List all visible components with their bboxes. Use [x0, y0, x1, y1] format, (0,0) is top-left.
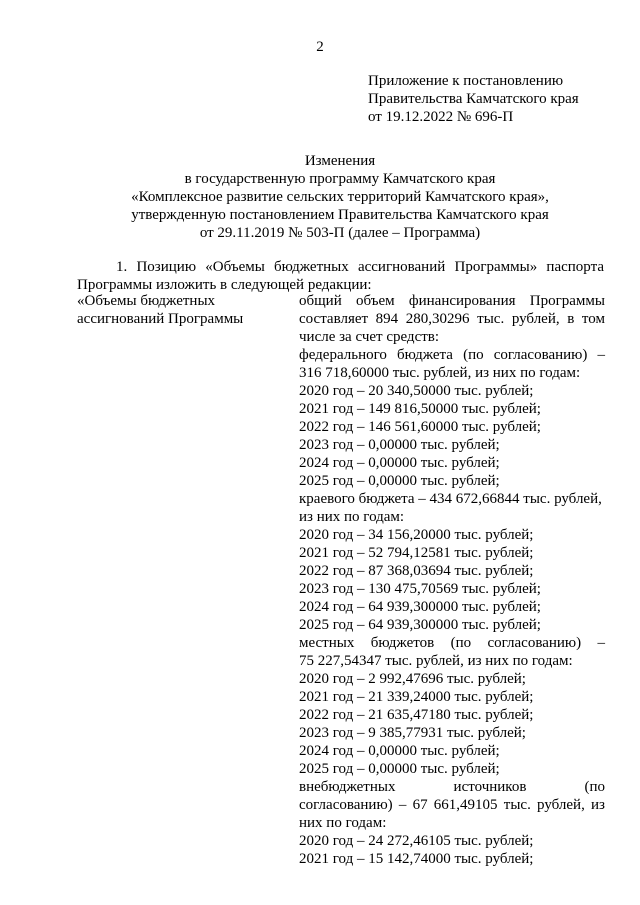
value-line: 2022 год – 21 635,47180 тыс. рублей; [299, 707, 534, 723]
item-1-line: 1. Позицию «Объемы бюджетных ассигнований Программы» паспорта [116, 259, 604, 275]
appendix-line: Приложение к постановлению [368, 73, 564, 89]
value-line: 2021 год – 52 794,12581 тыс. рублей; [299, 545, 534, 561]
value-line: 2020 год – 20 340,50000 тыс. рублей; [299, 383, 534, 399]
value-line: из них по годам: [299, 509, 405, 525]
value-line: них по годам: [299, 815, 387, 831]
value-line: 2022 год – 146 561,60000 тыс. рублей; [299, 419, 541, 435]
value-line: 2023 год – 9 385,77931 тыс. рублей; [299, 725, 526, 741]
value-line: 2024 год – 64 939,300000 тыс. рублей; [299, 599, 541, 615]
value-line: 2025 год – 0,00000 тыс. рублей; [299, 761, 500, 777]
item-1-line: Программы изложить в следующей редакции: [77, 277, 372, 293]
value-line: составляет 894 280,30296 тыс. рублей, в том [299, 311, 605, 327]
value-line: 2020 год – 24 272,46105 тыс. рублей; [299, 833, 534, 849]
value-line: 2024 год – 0,00000 тыс. рублей; [299, 743, 500, 759]
heading-line: от 29.11.2019 № 503-П (далее – Программа) [199, 225, 481, 241]
value-line: 2020 год – 34 156,20000 тыс. рублей; [299, 527, 534, 543]
heading-title: Изменения [304, 153, 376, 169]
value-line: местных бюджетов (по согласованию) – [299, 635, 605, 651]
value-line: 2021 год – 15 142,74000 тыс. рублей; [299, 851, 534, 867]
heading-line: утвержденную постановлением Правительства Камчатского края [131, 207, 549, 223]
value-line: краевого бюджета – 434 672,66844 тыс. рублей, [299, 491, 602, 507]
heading-line: «Комплексное развитие сельских территорий Камчатского края», [131, 189, 549, 205]
value-line: общий объем финансирования Программы [299, 293, 605, 309]
value-line: 2024 год – 0,00000 тыс. рублей; [299, 455, 500, 471]
value-line: 2025 год – 64 939,300000 тыс. рублей; [299, 617, 541, 633]
value-line: 2020 год – 2 992,47696 тыс. рублей; [299, 671, 526, 687]
value-line: 2021 год – 149 816,50000 тыс. рублей; [299, 401, 541, 417]
value-line: федерального бюджета (по согласованию) – [299, 347, 605, 363]
value-line: 75 227,54347 тыс. рублей, из них по годам: [299, 653, 573, 669]
value-line: 2022 год – 87 368,03694 тыс. рублей; [299, 563, 534, 579]
appendix-line: Правительства Камчатского края [368, 91, 579, 107]
value-line: согласованию) – 67 661,49105 тыс. рублей, из [299, 797, 605, 813]
value-line: числе за счет средств: [299, 329, 440, 345]
value-line: 2023 год – 130 475,70569 тыс. рублей; [299, 581, 541, 597]
value-line: 2023 год – 0,00000 тыс. рублей; [299, 437, 500, 453]
value-line: 316 718,60000 тыс. рублей, из них по годам: [299, 365, 581, 381]
page-number: 2 [316, 39, 324, 55]
item-1-paragraph [77, 258, 604, 294]
value-line: внебюджетных источников (по [299, 779, 605, 795]
passport-label-line: «Объемы бюджетных [77, 293, 216, 309]
appendix-line: от 19.12.2022 № 696-П [368, 109, 514, 125]
heading-line: в государственную программу Камчатского края [184, 171, 496, 187]
passport-value [299, 292, 605, 868]
value-line: 2025 год – 0,00000 тыс. рублей; [299, 473, 500, 489]
passport-label-line: ассигнований Программы [77, 311, 244, 327]
passport-label [77, 292, 277, 328]
appendix-block [368, 72, 628, 126]
value-line: 2021 год – 21 339,24000 тыс. рублей; [299, 689, 534, 705]
document-heading [0, 152, 640, 242]
